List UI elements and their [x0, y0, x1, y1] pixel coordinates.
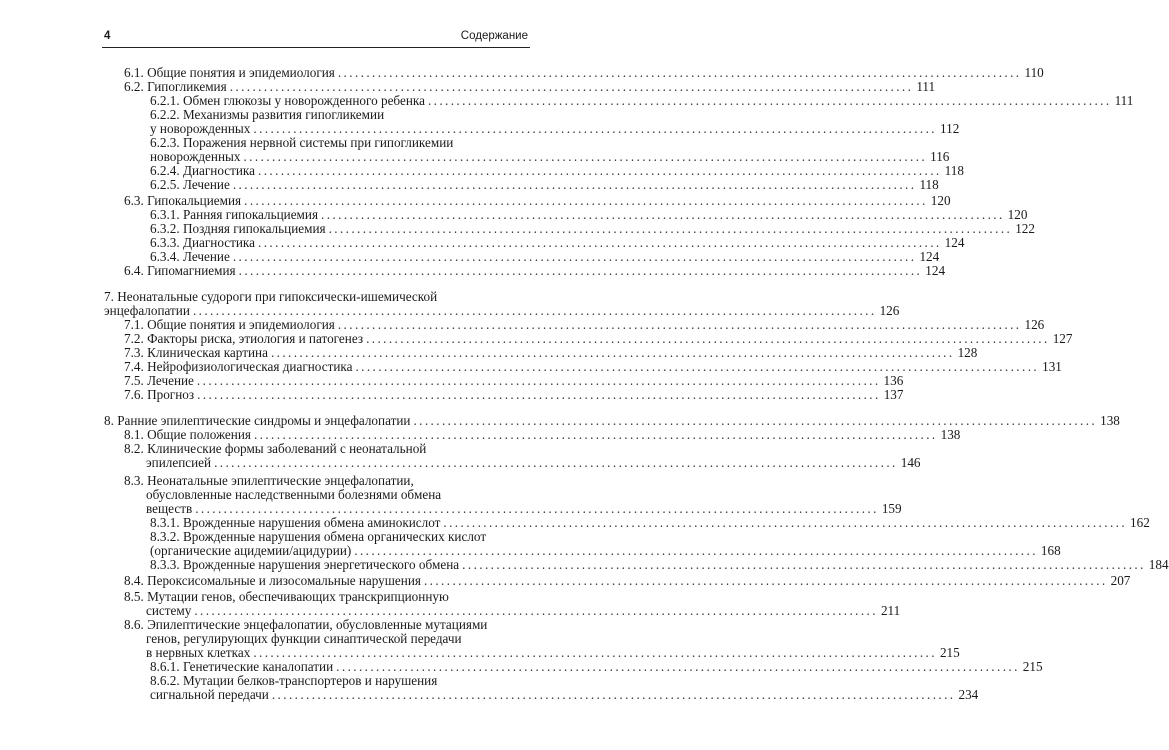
toc-entry-line-last	[150, 221, 1035, 236]
toc-entry-title: 7.2. Факторы риска, этиология и патогенез	[124, 331, 364, 346]
toc-entry	[104, 413, 1120, 428]
toc-entry-line-last	[150, 659, 1043, 674]
dot-leader: ........................................................................................................................	[232, 177, 917, 192]
toc-entry-line-last	[150, 687, 979, 702]
toc-entry-title: новорожденных	[150, 149, 241, 164]
toc-entry	[124, 557, 1169, 572]
dot-leader: ........................................................................................................................	[238, 263, 923, 278]
toc-entry-line-last	[150, 177, 939, 192]
toc-page-number: 211	[880, 603, 901, 618]
toc-entry-line	[150, 530, 526, 544]
toc-entry-title: 6.3.4. Лечение	[150, 249, 230, 264]
toc-entry	[124, 373, 904, 388]
toc-entry-title: 6.2.3. Поражения нервной системы при гипогликемии	[150, 135, 454, 150]
toc-entry-line-last	[150, 163, 964, 178]
toc-entry	[124, 221, 1035, 236]
toc-entry	[124, 387, 904, 402]
toc-entry-line	[150, 136, 526, 150]
toc-entry-title: 8.6.1. Генетические каналопатии	[150, 659, 334, 674]
toc-entry-line	[104, 290, 526, 304]
toc-entry-title: генов, регулирующих функции синаптической передачи	[146, 631, 462, 646]
dot-leader: ........................................................................................................................	[423, 573, 1108, 588]
dot-leader: ........................................................................................................................	[427, 93, 1112, 108]
toc-page-number: 112	[940, 121, 960, 136]
toc-page-number: 127	[1052, 331, 1073, 346]
toc-entry-line	[124, 442, 526, 456]
toc-page-number: 126	[1024, 317, 1045, 332]
toc-entry	[124, 207, 1028, 222]
toc-entry-title: 8. Ранние эпилептические синдромы и энцефалопатии	[104, 413, 411, 428]
toc-entry	[124, 107, 960, 136]
toc-entry-title: 7.3. Клиническая картина	[124, 345, 268, 360]
toc-entry	[124, 65, 1044, 80]
toc-entry	[124, 249, 940, 264]
toc-entry	[124, 93, 1134, 108]
dot-leader: ........................................................................................................................	[258, 235, 942, 250]
toc-entry-title: 8.6. Эпилептические энцефалопатии, обусловленные мутациями	[124, 617, 488, 632]
toc-entry-title: веществ	[146, 501, 193, 516]
toc-entry-title: 6.3.1. Ранняя гипокальциемия	[150, 207, 319, 222]
toc-page-number: 116	[930, 149, 950, 164]
toc-page-number: 136	[883, 373, 904, 388]
dot-leader: ........................................................................................................................	[253, 121, 937, 136]
toc-entry-line-last	[124, 193, 951, 208]
toc-entry	[124, 359, 1062, 374]
toc-entry	[124, 573, 1131, 588]
toc-entry-line-last	[124, 373, 904, 388]
dot-leader: ........................................................................................................................	[232, 249, 917, 264]
toc-entry-line-last	[124, 345, 978, 360]
toc-entry-line	[150, 674, 526, 688]
toc-page-number: 162	[1130, 515, 1150, 530]
toc-entry-line-last	[150, 207, 1028, 222]
toc-entry-title: 8.3.3. Врожденные нарушения энергетического обмена	[150, 557, 460, 572]
toc-entry-line-last	[150, 93, 1134, 108]
toc-entry-line-last	[124, 331, 1073, 346]
toc-entry-title: обусловленные наследственными болезнями обмена	[146, 487, 442, 502]
dot-leader: ........................................................................................................................	[355, 359, 1040, 374]
toc-entry-title: 7.1. Общие понятия и эпидемиология	[124, 317, 335, 332]
toc-page-number: 120	[930, 193, 951, 208]
toc-entry	[124, 617, 960, 660]
dot-leader: ........................................................................................................................	[354, 543, 1038, 558]
toc-entry	[124, 427, 961, 442]
toc-entry-title: 7. Неонатальные судороги при гипоксически-ишемической	[104, 289, 438, 304]
toc-entry-title: 6.2.4. Диагностика	[150, 163, 255, 178]
dot-leader: ........................................................................................................................	[253, 645, 937, 660]
toc-entry-title: 6.1. Общие понятия и эпидемиология	[124, 65, 335, 80]
dot-leader: ........................................................................................................................	[413, 413, 1098, 428]
toc-entry-title: 8.2. Клинические формы заболеваний с неонатальной	[124, 441, 427, 456]
toc-entry	[124, 473, 902, 516]
toc-page-number: 111	[916, 79, 936, 94]
toc-entry-line-last	[104, 413, 1120, 428]
dot-leader: ........................................................................................................................	[195, 501, 879, 516]
toc-entry	[124, 589, 901, 618]
dot-leader: ........................................................................................................................	[337, 65, 1022, 80]
toc-entry	[124, 163, 964, 178]
toc-entry-title: 8.5. Мутации генов, обеспечивающих транскрипционную	[124, 589, 449, 604]
toc-entry-title: (органические ацидемии/ацидурии)	[150, 543, 352, 558]
toc-entry-line-last	[124, 427, 961, 442]
toc-entry-title: 6.2.1. Обмен глюкозы у новорожденного ребенка	[150, 93, 425, 108]
toc-entry	[124, 515, 1150, 530]
toc-page-number: 128	[957, 345, 978, 360]
dot-leader: ........................................................................................................................	[462, 557, 1146, 572]
dot-leader: ........................................................................................................................	[192, 303, 877, 318]
toc-entry	[124, 79, 936, 94]
dot-leader: ........................................................................................................................	[366, 331, 1050, 346]
toc-page-number: 124	[919, 249, 940, 264]
toc-page-number: 137	[883, 387, 904, 402]
toc-entry	[124, 529, 1061, 558]
toc-entry-title: 6.2.2. Механизмы развития гипогликемии	[150, 107, 385, 122]
toc-entry	[104, 289, 900, 318]
dot-leader: ........................................................................................................................	[336, 659, 1020, 674]
toc-entry	[124, 177, 939, 192]
toc-page-number: 118	[944, 163, 964, 178]
toc-entry-title: 8.3.2. Врожденные нарушения обмена органических кислот	[150, 529, 487, 544]
toc-entry-title: 6.2.5. Лечение	[150, 177, 230, 192]
dot-leader: ........................................................................................................................	[197, 387, 881, 402]
toc-entry-title: энцефалопатии	[104, 303, 190, 318]
dot-leader: ........................................................................................................................	[270, 345, 955, 360]
toc-entry-title: 6.3.3. Диагностика	[150, 235, 255, 250]
toc-entry-title: в нервных клетках	[146, 645, 251, 660]
toc-entry-line-last	[150, 557, 1169, 572]
toc-entry-line-last	[124, 79, 936, 94]
toc-page-number: 118	[919, 177, 939, 192]
toc-entry-line-last	[124, 573, 1131, 588]
dot-leader: ........................................................................................................................	[244, 193, 928, 208]
toc-page-number: 146	[900, 455, 921, 470]
toc-entry-title: 6.3.2. Поздняя гипокальциемия	[150, 221, 326, 236]
toc-page-number: 207	[1110, 573, 1131, 588]
toc-page-number: 168	[1040, 543, 1061, 558]
toc-page-number: 131	[1042, 359, 1062, 374]
toc-entry-line-last	[124, 359, 1062, 374]
dot-leader: ........................................................................................................................	[337, 317, 1022, 332]
dot-leader: ........................................................................................................................	[258, 163, 942, 178]
toc-page-number: 120	[1007, 207, 1028, 222]
toc-entry-line	[146, 632, 526, 646]
toc-entry-title: 6.3. Гипокальциемия	[124, 193, 242, 208]
toc-entry-line-last	[150, 235, 965, 250]
toc-entry-line-last	[146, 501, 902, 516]
toc-entry-line-last	[150, 515, 1150, 530]
toc-entry-line-last	[124, 387, 904, 402]
toc-entry-line-last	[150, 121, 960, 136]
toc-entry-line-last	[124, 317, 1045, 332]
dot-leader: ........................................................................................................................	[196, 373, 881, 388]
toc-page-number: 215	[1022, 659, 1043, 674]
dot-leader: ........................................................................................................................	[194, 603, 878, 618]
page-number: 4	[104, 30, 111, 42]
toc-entry-title: 8.4. Пероксисомальные и лизосомальные нарушения	[124, 573, 421, 588]
toc-entry-title: 6.4. Гипомагниемия	[124, 263, 236, 278]
toc-page-number: 234	[958, 687, 979, 702]
toc-entry	[124, 317, 1045, 332]
toc-entry-title: 8.3. Неонатальные эпилептические энцефалопатии,	[124, 473, 414, 488]
toc-page-number: 138	[1100, 413, 1120, 428]
toc-entry	[124, 331, 1073, 346]
toc-entry-line	[150, 108, 526, 122]
toc-page-number: 111	[1114, 93, 1134, 108]
toc-page-number: 184	[1148, 557, 1169, 572]
toc-page-number: 159	[881, 501, 902, 516]
toc-entry-title: систему	[146, 603, 192, 618]
toc-page-number: 124	[925, 263, 946, 278]
toc-entry-title: сигнальной передачи	[150, 687, 269, 702]
running-title: Содержание	[460, 30, 528, 42]
toc-entry-title: 7.5. Лечение	[124, 373, 194, 388]
toc-entry-line-last	[124, 65, 1044, 80]
dot-leader: ........................................................................................................................	[443, 515, 1128, 530]
toc-page-number: 124	[944, 235, 965, 250]
toc-entry	[124, 673, 979, 702]
toc-entry-line	[124, 618, 526, 632]
toc-entry	[124, 345, 978, 360]
toc-page-number: 138	[940, 427, 961, 442]
toc-entry-title: 6.2. Гипогликемия	[124, 79, 227, 94]
toc-entry-line	[146, 488, 526, 502]
toc-entry-line-last	[146, 455, 921, 470]
toc-entry-title: эпилепсией	[146, 455, 212, 470]
toc-entry-title: 8.3.1. Врожденные нарушения обмена аминокислот	[150, 515, 441, 530]
dot-leader: ........................................................................................................................	[243, 149, 928, 164]
toc-entry-line-last	[150, 249, 940, 264]
toc-page-number: 215	[939, 645, 960, 660]
toc-entry-title: 7.6. Прогноз	[124, 387, 195, 402]
dot-leader: ........................................................................................................................	[214, 455, 898, 470]
dot-leader: ........................................................................................................................	[321, 207, 1005, 222]
toc-entry	[124, 235, 965, 250]
toc-page-number: 110	[1024, 65, 1044, 80]
toc-entry	[124, 659, 1043, 674]
toc-entry-line	[124, 590, 526, 604]
toc-entry	[124, 193, 951, 208]
dot-leader: ........................................................................................................................	[229, 79, 914, 94]
toc-entry-title: 7.4. Нейрофизиологическая диагностика	[124, 359, 353, 374]
toc-entry-line-last	[150, 543, 1061, 558]
toc-entry-line-last	[146, 603, 901, 618]
toc-entry	[124, 263, 946, 278]
dot-leader: ........................................................................................................................	[271, 687, 956, 702]
toc-entry-title: 8.6.2. Мутации белков-транспортеров и нарушения	[150, 673, 438, 688]
toc-page-number: 126	[879, 303, 900, 318]
toc-entry-title: 8.1. Общие положения	[124, 427, 251, 442]
toc-entry-line	[124, 474, 526, 488]
toc-entry	[124, 441, 921, 470]
toc-page-number: 122	[1015, 221, 1035, 236]
toc-entry-line-last	[150, 149, 950, 164]
dot-leader: ........................................................................................................................	[328, 221, 1013, 236]
toc-entry	[124, 135, 950, 164]
toc-entry-line-last	[124, 263, 946, 278]
dot-leader: ........................................................................................................................	[253, 427, 938, 442]
toc-entry-line-last	[146, 645, 960, 660]
toc-entry-line-last	[104, 303, 900, 318]
toc-entry-title: у новорожденных	[150, 121, 251, 136]
